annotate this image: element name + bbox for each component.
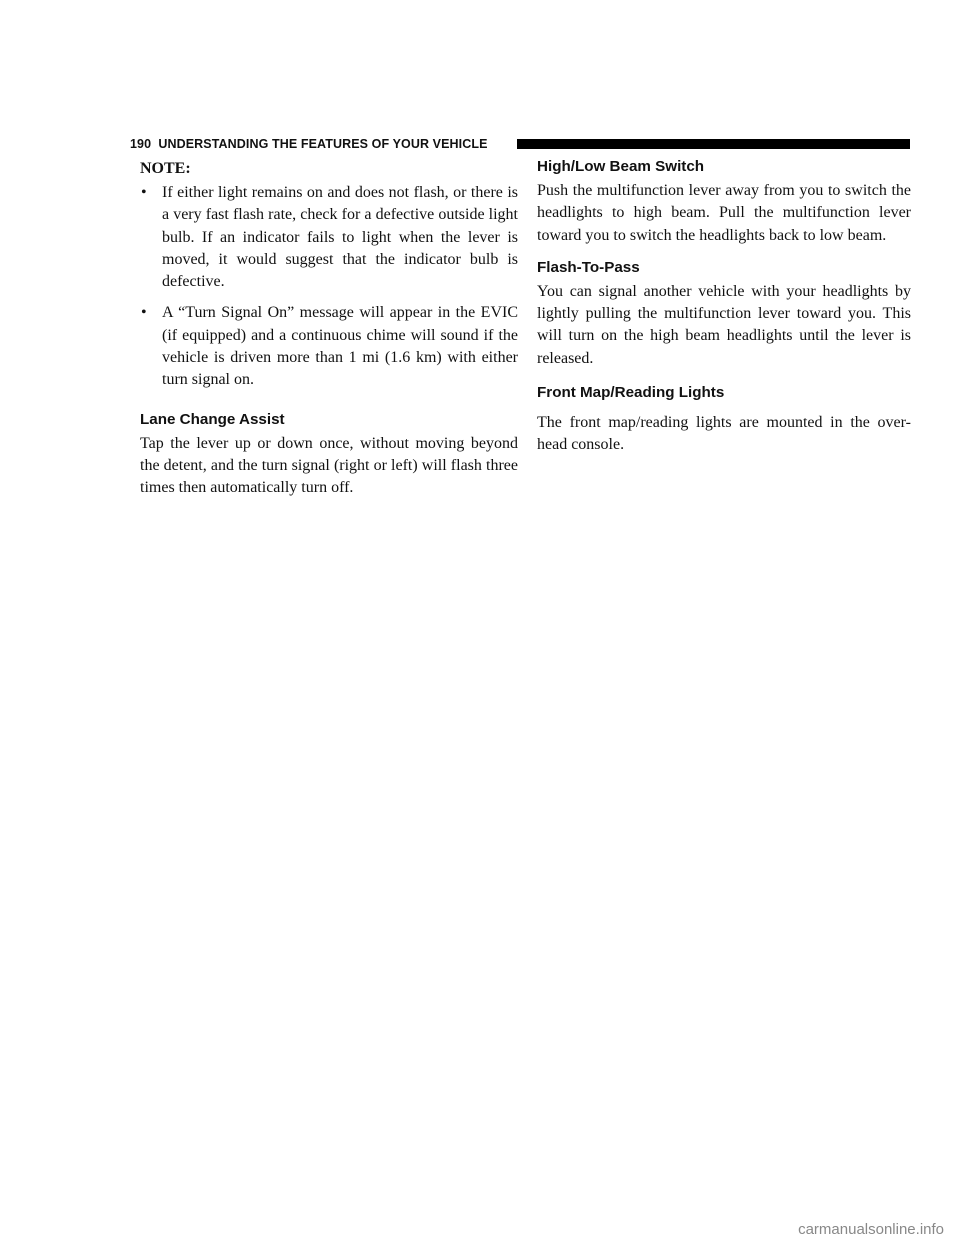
page-header xyxy=(130,137,910,151)
left-column xyxy=(140,158,518,500)
bullet-icon: • xyxy=(141,184,147,201)
note-bullet-item xyxy=(140,182,518,293)
right-column xyxy=(537,158,911,457)
note-bullet-text: If either light remains on and does not flash, or there is a very fast flash rate, check for a defective outside light bulb. If an indicator fails to light when the lever is moved, it would suggest that the indicator bulb is defective. xyxy=(162,184,518,291)
lane-change-body: Tap the lever up or down once, without moving beyond the detent, and the turn signal (right or left) will flash three times then automatically turn off. xyxy=(140,434,518,497)
note-bullet-list xyxy=(140,182,518,392)
note-bullet-text: A “Turn Signal On” message will appear in the EVIC (if equipped) and a continuous chime will sound if the vehicle is driven more than 1 mi (1.6 km) with either turn signal on. xyxy=(162,304,518,389)
chapter-title: UNDERSTANDING THE FEATURES OF YOUR VEHICLE xyxy=(158,137,488,151)
page-header-text xyxy=(130,137,488,151)
note-bullet-item xyxy=(140,302,518,391)
high-low-beam-body: Push the multifunction lever away from you to switch the headlights to high beam. Pull the multifunction lever toward you to switch the headlights back to low beam. xyxy=(537,182,911,244)
map-lights-body: The front map/reading lights are mounted in the over-head console. xyxy=(537,414,911,454)
note-label: NOTE: xyxy=(140,160,191,177)
header-rule-bar xyxy=(517,139,910,149)
flash-to-pass-body: You can signal another vehicle with your headlights by lightly pulling the multifunction lever toward you. This will turn on the high beam headlights until the lever is released. xyxy=(537,282,911,367)
map-lights-heading: Front Map/Reading Lights xyxy=(537,384,725,402)
watermark-text: carmanualsonline.info xyxy=(798,1221,944,1238)
page-number: 190 xyxy=(130,137,152,151)
bullet-icon: • xyxy=(141,304,147,322)
high-low-beam-heading: High/Low Beam Switch xyxy=(537,158,705,175)
lane-change-heading: Lane Change Assist xyxy=(140,410,285,428)
flash-to-pass-heading: Flash-To-Pass xyxy=(537,258,640,276)
